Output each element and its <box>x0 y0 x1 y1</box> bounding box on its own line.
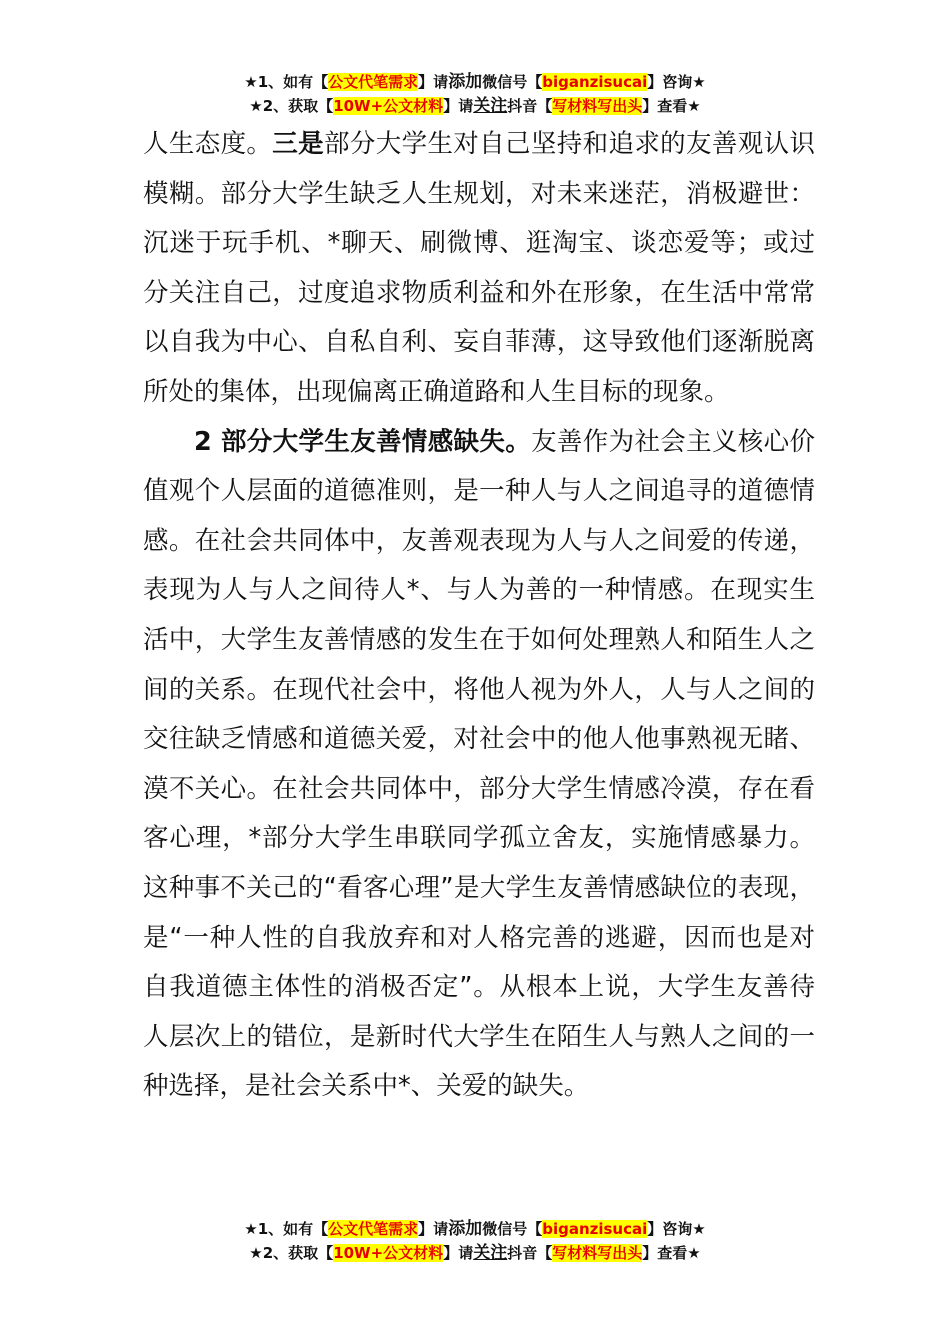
highlight-materials: 10W+公文材料 <box>333 97 444 115</box>
promo-line-1: ★1、如有【公文代笔需求】请添加微信号【biganzisucai】咨询★ <box>244 1219 706 1239</box>
star-icon: ★ <box>687 1244 701 1262</box>
paragraph-1: 人生态度。三是部分大学生对自己坚持和追求的友善观认识模糊。部分大学生缺乏人生规划，对未来迷茫，消极避世：沉迷于玩手机、*聊天、刷微博、逛淘宝、谈恋爱等；或过分关注自己，过度追求物质利益和外在形象，在生活中常常以自我为中心、自私自利、妄自菲薄，这导致他们逐渐脱离所处的集体，出现偏离正确道路和人生目标的现象。 <box>143 129 815 407</box>
highlight-materials: 10W+公文材料 <box>333 1244 444 1262</box>
star-icon: ★ <box>244 73 258 91</box>
wechat-id: biganzisucai <box>542 73 648 91</box>
document-body <box>143 120 815 1112</box>
promo-banner-top <box>0 70 950 118</box>
star-icon: ★ <box>244 1220 258 1238</box>
promo-line-2: ★2、获取【10W+公文材料】请关注抖音【写材料写出头】查看★ <box>249 1243 701 1263</box>
promo-line-1: ★1、如有【公文代笔需求】请添加微信号【biganzisucai】咨询★ <box>244 72 706 92</box>
emphasis-sanshi: 三是 <box>272 129 325 159</box>
star-icon: ★ <box>692 1220 706 1238</box>
promo-banner-bottom <box>0 1217 950 1265</box>
section-heading: 2 部分大学生友善情感缺失。 <box>194 426 532 457</box>
star-icon: ★ <box>692 73 706 91</box>
star-icon: ★ <box>249 1244 263 1262</box>
paragraph-2: 2 部分大学生友善情感缺失。友善作为社会主义核心价值观个人层面的道德准则，是一种人与人之间追寻的道德情感。在社会共同体中，友善观表现为人与人之间爱的传递，表现为人与人之间待人*、与人为善的一种情感。在现实生活中，大学生友善情感的发生在于如何处理熟人和陌生人之间的关系。在现代社会中，将他人视为外人，人与人之间的交往缺乏情感和道德关爱，对社会中的他人他事熟视无睹、漠不关心。在社会共同体中，部分大学生情感冷漠，存在看客心理，*部分大学生串联同学孤立舍友，实施情感暴力。这种事不关己的“看客心理”是大学生友善情感缺位的表现，是“一种人性的自我放弃和对人格完善的逃避，因而也是对自我道德主体性的消极否定”。从根本上说，大学生友善待人层次上的错位，是新时代大学生在陌生人与熟人之间的一种选择，是社会关系中*、关爱的缺失。 <box>143 426 815 1102</box>
star-icon: ★ <box>249 97 263 115</box>
highlight-writing-service: 公文代笔需求 <box>328 1220 419 1238</box>
douyin-account: 写材料写出头 <box>552 1244 643 1262</box>
promo-line-2: ★2、获取【10W+公文材料】请关注抖音【写材料写出头】查看★ <box>249 96 701 116</box>
star-icon: ★ <box>687 97 701 115</box>
highlight-writing-service: 公文代笔需求 <box>328 73 419 91</box>
douyin-account: 写材料写出头 <box>552 97 643 115</box>
wechat-id: biganzisucai <box>542 1220 648 1238</box>
